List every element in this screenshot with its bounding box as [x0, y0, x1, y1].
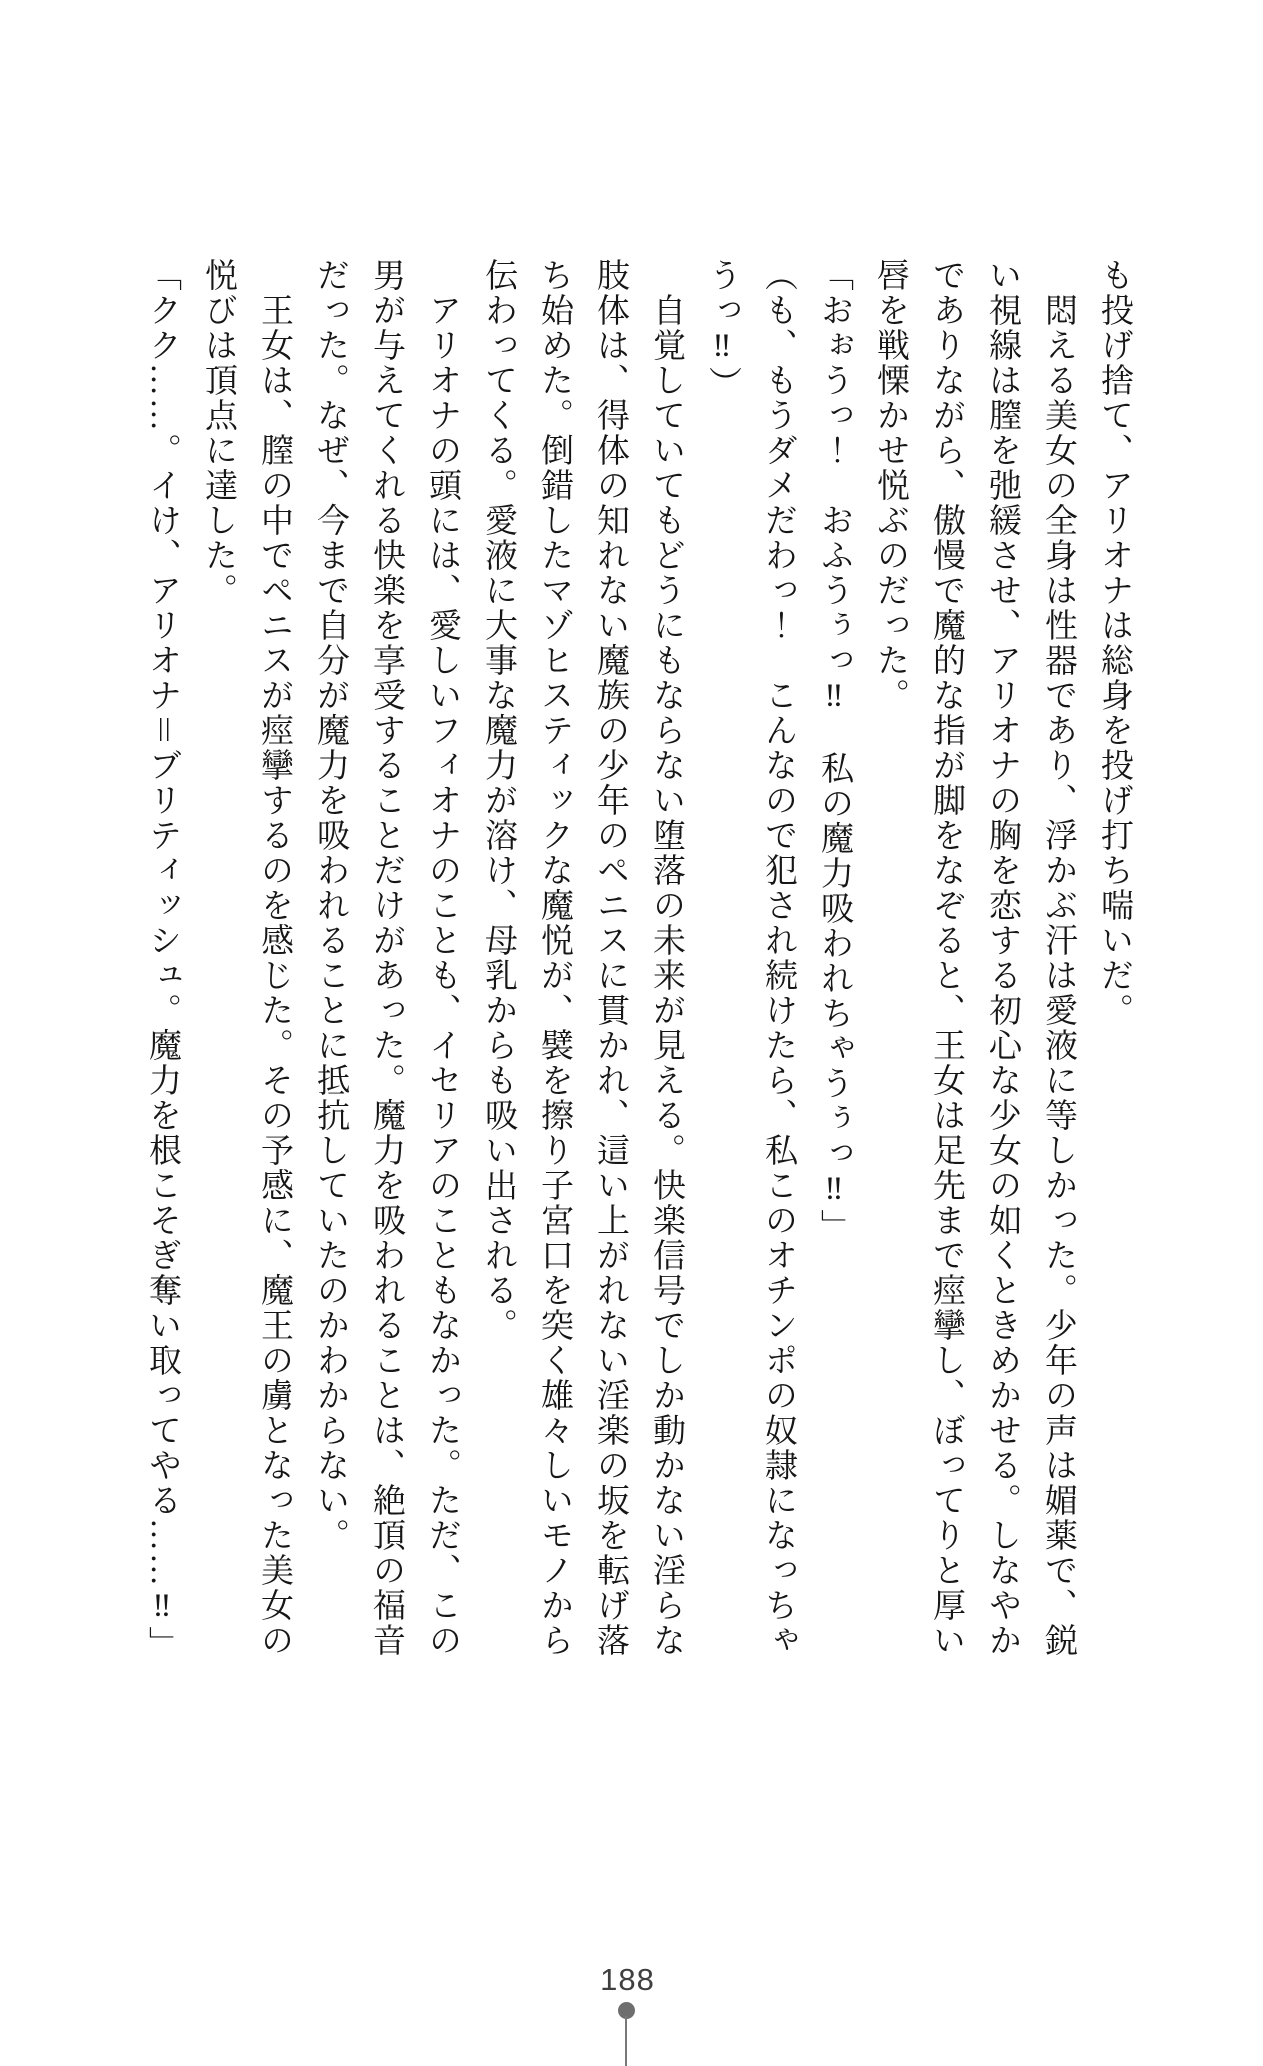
text-line: ち始めた。倒錯したマゾヒスティックな魔悦が、襞を擦り子宮口を突く雄々しいモノから: [536, 258, 572, 1658]
text-line: うっ‼）: [704, 258, 740, 401]
text-line: でありながら、傲慢で魔的な指が脚をなぞると、王女は足先まで痙攣し、ぼってりと厚い: [928, 258, 964, 1658]
text-line: 王女は、膣の中でペニスが痙攣するのを感じた。その予感に、魔王の虜となった美女の: [256, 258, 292, 1658]
text-line: アリオナの頭には、愛しいフィオナのことも、イセリアのこともなかった。ただ、この: [424, 258, 460, 1658]
text-line: 自覚していてもどうにもならない堕落の未来が見える。快楽信号でしか動かない淫らな: [648, 258, 684, 1658]
text-line: だった。なぜ、今まで自分が魔力を吸われることに抵抗していたのかわからない。: [312, 258, 348, 1553]
text-line: 唇を戦慄かせ悦ぶのだった。: [872, 258, 908, 713]
page-number: 188: [600, 1962, 655, 1997]
body-text: [134, 258, 1142, 1661]
text-line: （も、もうダメだわっ！ こんなので犯され続けたら、私このオチンポの奴隷になっちゃ: [760, 258, 796, 1658]
text-line: 「クク……。イけ、アリオナ＝ブリティッシュ。魔力を根こそぎ奪い取ってやる……‼」: [144, 258, 180, 1661]
text-line: も投げ捨て、アリオナは総身を投げ打ち喘いだ。: [1096, 258, 1132, 1028]
footer-marker-rule: [625, 2016, 627, 2066]
text-line: 悶える美女の全身は性器であり、浮かぶ汗は愛液に等しかった。少年の声は媚薬で、鋭: [1040, 258, 1076, 1658]
text-line: 男が与えてくれる快楽を享受することだけがあった。魔力を吸われることは、絶頂の福音: [368, 258, 404, 1658]
text-line: 伝わってくる。愛液に大事な魔力が溶け、母乳からも吸い出される。: [480, 258, 516, 1343]
text-line: 「おぉうっ！ おふうぅっ‼ 私の魔力吸われちゃうぅっ‼」: [816, 258, 852, 1244]
text-line: 肢体は、得体の知れない魔族の少年のペニスに貫かれ、這い上がれない淫楽の坂を転げ落: [592, 258, 628, 1658]
text-line: い視線は膣を弛緩させ、アリオナの胸を恋する初心な少女の如くときめかせる。しなやか: [984, 258, 1020, 1658]
text-line: 悦びは頂点に達した。: [200, 258, 236, 608]
